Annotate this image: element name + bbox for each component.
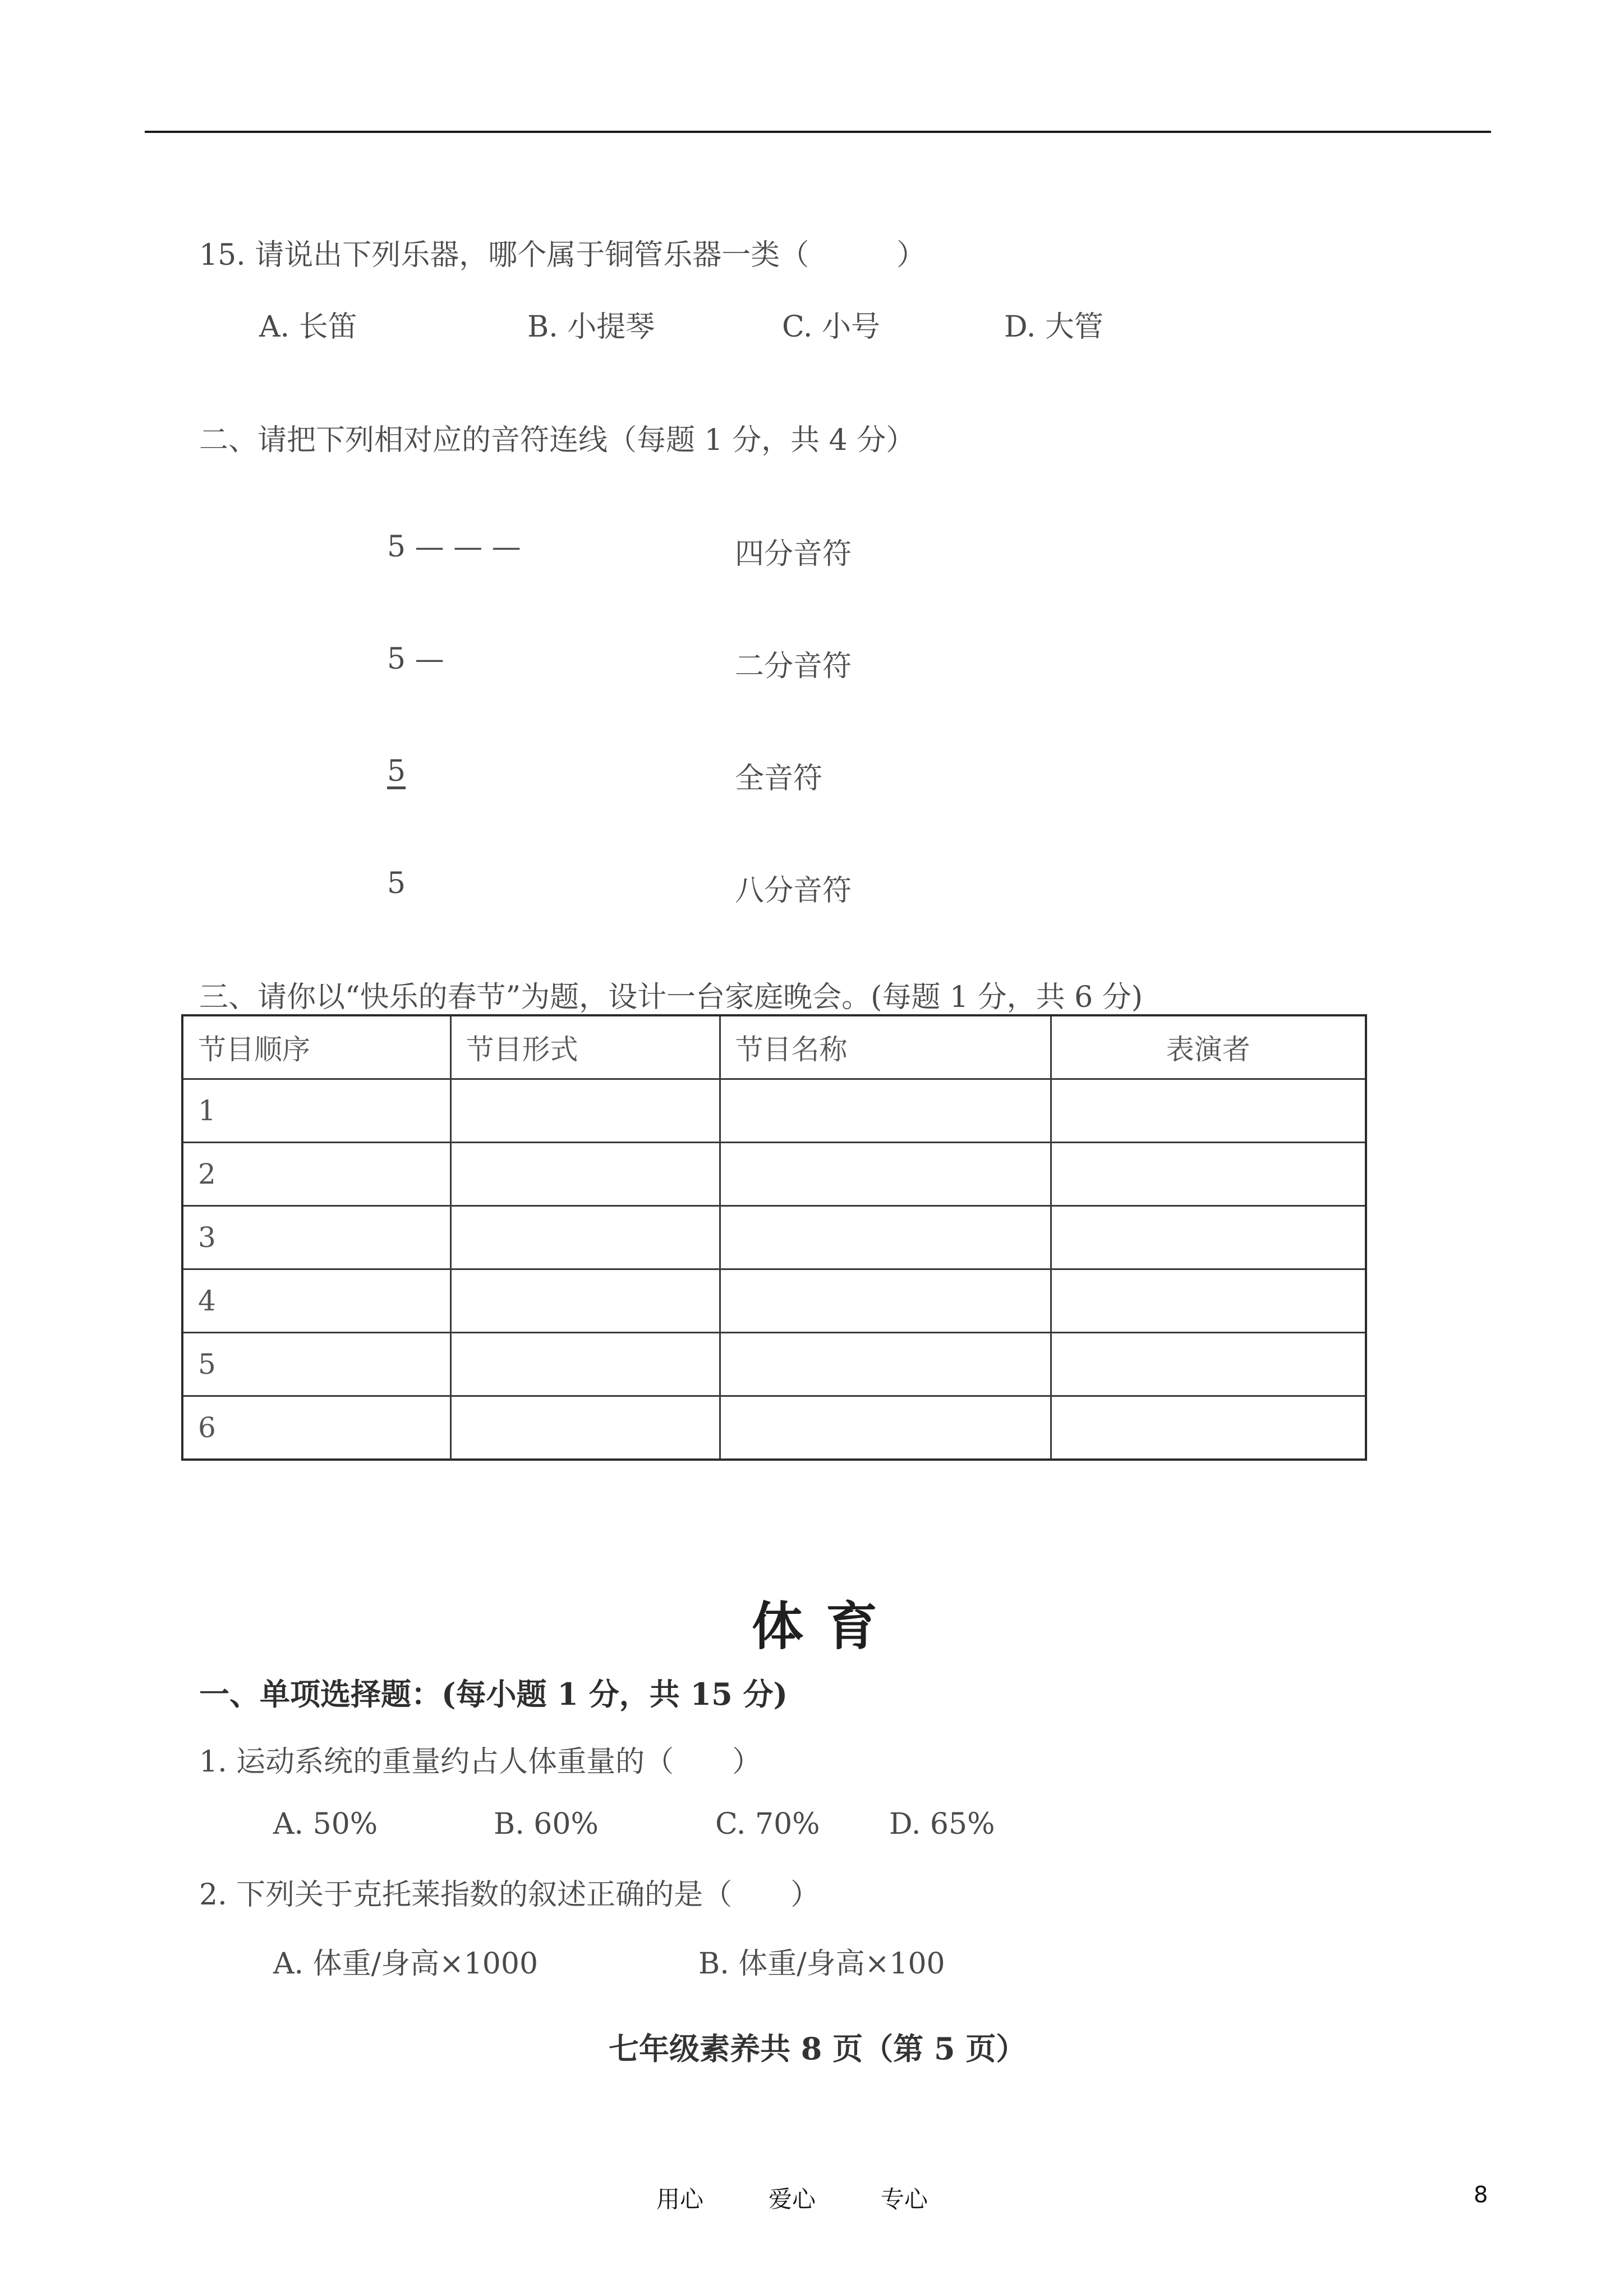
table-row [182,1269,1366,1333]
form-cell[interactable] [450,1079,720,1143]
table-row [182,1079,1366,1143]
name-cell[interactable] [720,1333,1051,1396]
table-header-row [182,1015,1366,1079]
note-whole: 5 — — — [387,530,521,564]
performer-cell[interactable] [1051,1333,1366,1396]
col-header-order: 节目顺序 [182,1015,450,1079]
table-row [182,1206,1366,1269]
performer-cell[interactable] [1051,1143,1366,1206]
form-cell[interactable] [450,1143,720,1206]
footer-item: 专心 [881,2185,928,2213]
pe-section-heading: 一、单项选择题：(每小题 1 分，共 15 分) [199,1676,788,1712]
note-quarter: 5 [387,867,406,900]
performer-cell[interactable] [1051,1079,1366,1143]
label-quarter-note: 四分音符 [735,537,852,571]
header-rule [145,131,1491,133]
form-cell[interactable] [450,1269,720,1333]
pe-question-1-stem: 1. 运动系统的重量约占人体重量的（ ） [199,1745,762,1779]
label-whole-note: 全音符 [735,762,823,795]
pe-question-2-stem: 2. 下列关于克托莱指数的叙述正确的是（ ） [199,1878,820,1912]
form-cell[interactable] [450,1206,720,1269]
question-15-stem: 15. 请说出下列乐器，哪个属于铜管乐器一类（ ） [199,238,926,272]
page-number: 8 [1474,2182,1488,2208]
row-number: 4 [182,1269,450,1333]
q15-option-c: C. 小号 [782,310,880,344]
row-number: 3 [182,1206,450,1269]
design-section-heading: 三、请你以“快乐的春节”为题，设计一台家庭晚会。(每题 1 分，共 6 分) [199,981,1143,1014]
col-header-name: 节目名称 [720,1015,1051,1079]
row-number: 5 [182,1333,450,1396]
name-cell[interactable] [720,1143,1051,1206]
program-table [181,1014,1367,1461]
pe-q2-option-a: A. 体重/身高×1000 [273,1947,539,1981]
pe-title: 体育 [752,1596,900,1657]
pe-q1-option-a: A. 50% [273,1807,378,1841]
label-half-note: 二分音符 [735,650,852,683]
footer-item: 爱心 [769,2185,816,2213]
q15-option-b: B. 小提琴 [527,310,655,344]
q15-option-d: D. 大管 [1004,310,1103,344]
name-cell[interactable] [720,1206,1051,1269]
match-section-heading: 二、请把下列相对应的音符连线（每题 1 分，共 4 分） [199,424,915,457]
note-half: 5 — [387,642,444,676]
table-row [182,1333,1366,1396]
performer-cell[interactable] [1051,1269,1366,1333]
pe-q1-option-c: C. 70% [715,1807,820,1841]
name-cell[interactable] [720,1396,1051,1460]
row-number: 6 [182,1396,450,1460]
performer-cell[interactable] [1051,1396,1366,1460]
col-header-performer: 表演者 [1051,1015,1366,1079]
row-number: 2 [182,1143,450,1206]
q15-option-a: A. 长笛 [259,310,357,344]
performer-cell[interactable] [1051,1206,1366,1269]
exam-page-info: 七年级素养共 8 页（第 5 页） [609,2031,1027,2067]
table-row [182,1396,1366,1460]
row-number: 1 [182,1079,450,1143]
pe-q2-option-b: B. 体重/身高×100 [698,1947,945,1981]
pe-q1-option-b: B. 60% [494,1807,599,1841]
footer-item: 用心 [656,2185,704,2213]
note-eighth: 5 [387,754,406,788]
name-cell[interactable] [720,1269,1051,1333]
label-eighth-note: 八分音符 [735,874,852,908]
table-row [182,1143,1366,1206]
pe-q1-option-d: D. 65% [889,1807,995,1841]
form-cell[interactable] [450,1333,720,1396]
name-cell[interactable] [720,1079,1051,1143]
col-header-form: 节目形式 [450,1015,720,1079]
form-cell[interactable] [450,1396,720,1460]
